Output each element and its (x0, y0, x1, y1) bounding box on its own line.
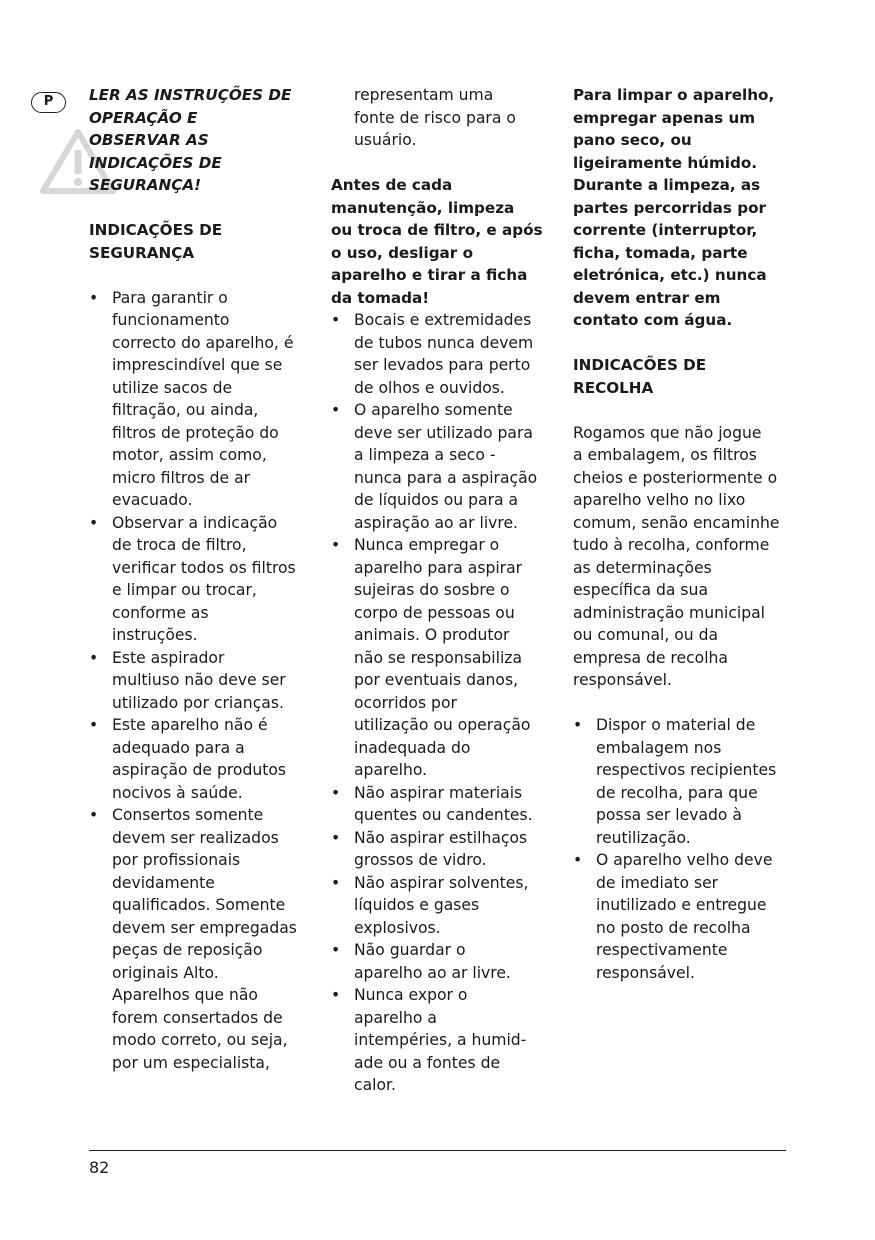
list-item-continuation (331, 84, 549, 152)
text-line: de líquidos ou para a (354, 491, 519, 509)
text-line: evacuado. (112, 491, 193, 509)
text-line: por profissionais (112, 851, 241, 869)
text-line: ser levados para perto (354, 356, 531, 374)
list-item (331, 782, 549, 827)
text-line: Rogamos que não jogue (573, 423, 762, 442)
text-line: corpo de pessoas ou (354, 603, 515, 622)
list-item (331, 827, 549, 872)
text-line: nunca para a aspiração (354, 468, 538, 487)
text-line: devem ser empregadas (112, 918, 297, 937)
list-item (331, 872, 549, 940)
text-line: motor, assim como, (112, 446, 267, 464)
text-line: aparelho velho no lixo (573, 491, 746, 509)
text-line: tudo à recolha, conforme (573, 536, 770, 554)
text-line: manutenção, limpeza (331, 198, 515, 217)
text-line: nocivos à saúde. (112, 783, 243, 802)
text-line: grossos de vidro. (354, 851, 487, 869)
text-line: • O aparelho somente (354, 401, 513, 419)
list-item (89, 714, 307, 804)
text-line: embalagem nos (596, 738, 722, 757)
text-line: animais. O produtor (354, 626, 510, 644)
text-line: Para limpar o aparelho, (573, 86, 775, 104)
text-line: respectivos recipientes (596, 761, 777, 779)
text-line: OBSERVAR AS (89, 131, 209, 149)
text-line: eletrónica, etc.) nunca (573, 266, 767, 284)
text-line: comum, senão encaminhe (573, 513, 780, 532)
text-line: de troca de filtro, (112, 536, 247, 554)
maintenance-warning (331, 174, 549, 309)
text-line: LER AS INSTRUÇÕES DE (89, 86, 292, 104)
text-line: • Consertos somente (112, 806, 264, 824)
text-line: devem ser realizados (112, 828, 279, 847)
text-line: de recolha, para que (596, 783, 758, 802)
continued-bullet (331, 84, 549, 152)
text-line: ficha, tomada, parte (573, 243, 748, 262)
text-line: instruções. (112, 626, 198, 644)
text-line: deve ser utilizado para (354, 423, 533, 442)
text-line: INDICACÕES DE (573, 356, 707, 374)
text-line: responsável. (596, 963, 695, 982)
text-line: • Este aparelho não é (112, 716, 268, 734)
list-item (89, 512, 307, 647)
text-line: utilizado por crianças. (112, 693, 284, 712)
text-line: Durante a limpeza, as (573, 176, 761, 194)
text-line: pano seco, ou (573, 131, 692, 149)
list-item (573, 849, 795, 984)
usage-bullet-list (331, 309, 549, 1097)
text-line: usuário. (354, 131, 417, 149)
text-line: aparelho a (354, 1008, 437, 1027)
text-line: imprescindível que se (112, 356, 283, 374)
text-line: aparelho. (354, 761, 428, 779)
text-line: • Dispor o material de (596, 716, 756, 734)
text-line: utilize sacos de (112, 378, 233, 397)
text-line: administração municipal (573, 603, 766, 622)
text-line: devem entrar em (573, 288, 721, 307)
text-line: respectivamente (596, 941, 728, 959)
text-line: • Este aspirador (112, 648, 225, 667)
text-line: fonte de risco para o (354, 108, 516, 127)
text-line: funcionamento (112, 311, 230, 329)
language-badge (31, 92, 66, 113)
list-item (89, 804, 307, 1074)
text-line: contato com água. (573, 311, 733, 329)
text-line: • Bocais e extremidades (354, 311, 532, 329)
text-line: • Não aspirar materiais (354, 783, 523, 802)
text-line: • Não aspirar solventes, (354, 873, 529, 892)
text-line: qualificados. Somente (112, 896, 286, 914)
footer-divider (89, 1150, 786, 1151)
text-line: explosivos. (354, 918, 441, 937)
list-item (331, 534, 549, 782)
text-line: no posto de recolha (596, 918, 751, 937)
text-line: aparelho e tirar a ficha (331, 266, 528, 284)
text-line: por eventuais danos, (354, 671, 519, 689)
column-2 (331, 84, 549, 1097)
text-line: ade ou a fontes de (354, 1053, 501, 1072)
text-line: • O aparelho velho deve (596, 851, 773, 869)
text-line: de olhos e ouvidos. (354, 378, 505, 397)
text-line: intempéries, a humid- (354, 1031, 527, 1049)
disposal-bullet-list (573, 714, 795, 984)
text-line: peças de reposição (112, 941, 263, 959)
safety-warning-heading (89, 84, 307, 197)
list-item (573, 714, 795, 849)
text-line: ou comunal, ou da (573, 626, 719, 644)
text-line: responsável. (573, 671, 672, 689)
text-line: de imediato ser (596, 873, 719, 892)
text-line: filtração, ou ainda, (112, 401, 259, 419)
text-line: INDICAÇÕES DE (89, 221, 223, 239)
text-line: ocorridos por (354, 693, 457, 712)
text-line: ligeiramente húmido. (573, 153, 758, 172)
text-line: a embalagem, os filtros (573, 446, 757, 464)
list-item (89, 287, 307, 512)
list-item (331, 984, 549, 1097)
disposal-paragraph (573, 422, 795, 692)
text-line: as determinações (573, 558, 712, 577)
text-line: correcto do aparelho, é (112, 333, 294, 352)
column-1 (89, 84, 307, 1074)
text-line: Antes de cada (331, 176, 453, 194)
text-line: líquidos e gases (354, 896, 480, 914)
language-badge-label: P (43, 94, 54, 109)
safety-section-heading (89, 219, 307, 264)
text-line: verificar todos os filtros (112, 558, 296, 577)
text-line: RECOLHA (573, 378, 654, 397)
text-line: filtros de proteção do (112, 423, 279, 442)
text-line: reutilização. (596, 828, 691, 847)
text-line: SEGURANÇA (89, 243, 195, 262)
text-line: OPERAÇÃO E (89, 108, 198, 127)
list-item (89, 647, 307, 715)
text-line: a limpeza a seco - (354, 446, 496, 464)
text-line: originais Alto. (112, 963, 219, 982)
text-line: da tomada! (331, 288, 430, 307)
text-line: ou troca de filtro, e após (331, 221, 543, 239)
text-line: sujeiras do sosbre o (354, 581, 510, 599)
text-line: INDICAÇÕES DE (89, 153, 222, 172)
text-line: micro filtros de ar (112, 468, 251, 487)
text-line: • Não guardar o (354, 941, 466, 959)
text-line: devidamente (112, 873, 215, 892)
text-line: e limpar ou trocar, (112, 581, 257, 599)
text-line: aspiração de produtos (112, 761, 287, 779)
text-line: não se responsabiliza (354, 648, 523, 667)
text-line: cheios e posteriormente o (573, 468, 778, 487)
text-line: partes percorridas por (573, 198, 767, 217)
text-line: empresa de recolha (573, 648, 728, 667)
text-line: aparelho ao ar livre. (354, 963, 511, 982)
text-line: • Para garantir o (112, 288, 228, 307)
list-item (331, 309, 549, 399)
text-line: aspiração ao ar livre. (354, 513, 518, 532)
text-line: possa ser levado à (596, 806, 742, 824)
text-line: aparelho para aspirar (354, 558, 523, 577)
text-line: multiuso não deve ser (112, 671, 286, 689)
text-line: o uso, desligar o (331, 243, 474, 262)
text-line: quentes ou candentes. (354, 806, 533, 824)
text-line: adequado para a (112, 738, 245, 757)
disposal-section-heading (573, 354, 795, 399)
text-line: • Observar a indicação (112, 513, 278, 532)
text-line: Aparelhos que não (112, 986, 258, 1004)
text-line: representam uma (354, 86, 494, 104)
text-line: SEGURANÇA! (89, 176, 202, 194)
text-line: • Nunca expor o (354, 986, 468, 1004)
column-3 (573, 84, 795, 984)
text-line: empregar apenas um (573, 108, 756, 127)
text-line: • Não aspirar estilhaços (354, 828, 528, 847)
text-line: calor. (354, 1076, 396, 1094)
list-item (331, 939, 549, 984)
safety-bullet-list (89, 287, 307, 1075)
text-line: inutilizado e entregue (596, 896, 767, 914)
text-line: conforme as (112, 603, 209, 622)
cleaning-warning (573, 84, 795, 332)
text-line: por um especialista, (112, 1053, 270, 1072)
text-line: • Nunca empregar o (354, 536, 500, 554)
text-line: específica da sua (573, 581, 708, 599)
text-line: utilização ou operação (354, 716, 531, 734)
list-item (331, 399, 549, 534)
text-line: inadequada do (354, 738, 471, 757)
text-line: modo correto, ou seja, (112, 1031, 288, 1049)
text-line: forem consertados de (112, 1008, 283, 1027)
text-line: corrente (interruptor, (573, 221, 758, 239)
text-line: de tubos nunca devem (354, 333, 534, 352)
page-number: 82 (89, 1158, 110, 1177)
